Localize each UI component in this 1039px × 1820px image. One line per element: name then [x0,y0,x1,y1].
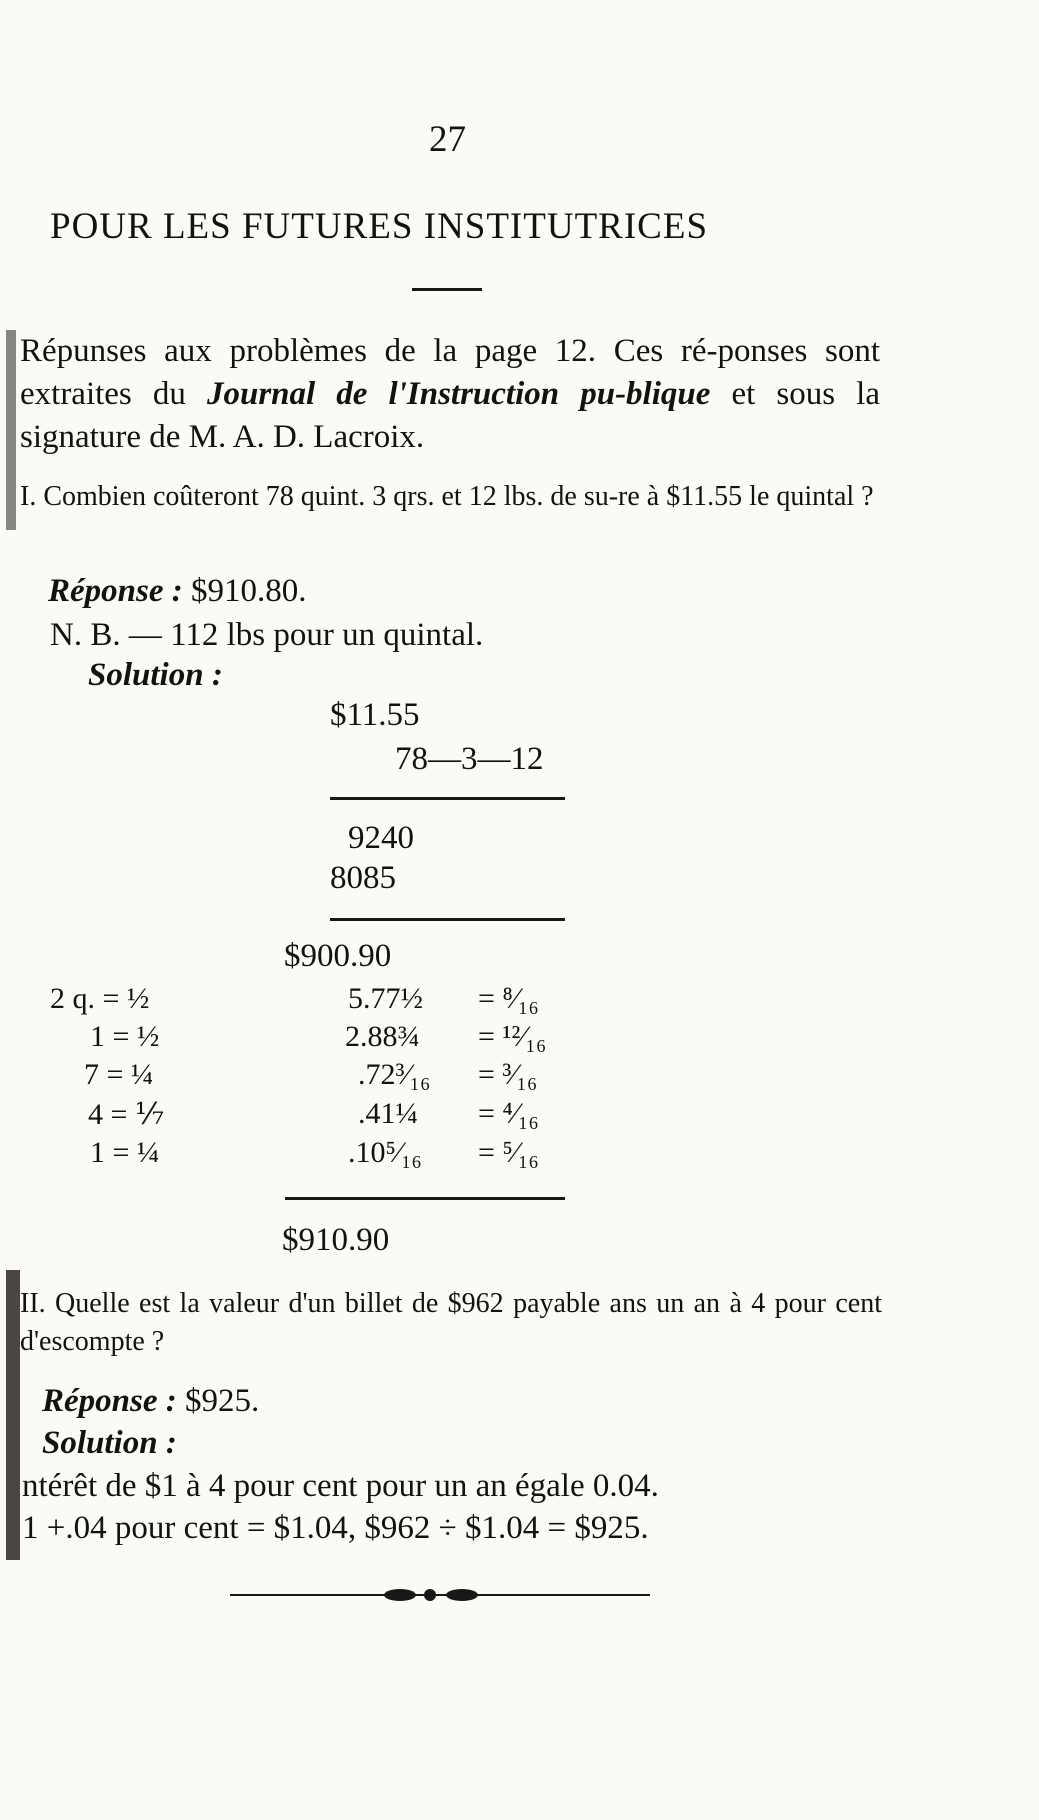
calc-left-row: 4 = ⅐ [88,1098,164,1131]
calc-rule [330,797,565,800]
calc-partial-2: 8085 [330,860,396,896]
problem-1-question: I. Combien coûteront 78 quint. 3 qrs. et 12 lbs. de su-re à $11.55 le quintal ? [20,481,874,512]
answer-value: $925. [185,1383,260,1419]
calc-rule [285,1197,565,1200]
calc-left-row: 1 = ½ [90,1020,160,1053]
problem-2-solution-line-2: 1 +.04 pour cent = $1.04, $962 ÷ $1.04 = $925. [22,1510,649,1546]
heading-rule [412,288,482,291]
calc-partial-1: 9240 [348,820,414,856]
calc-price: $11.55 [330,697,420,733]
answer-label: Réponse : [42,1383,177,1419]
calc-mid-row: .10⁵⁄₁₆ [348,1136,422,1169]
binding-edge-shadow [6,330,16,530]
calc-total: $910.90 [282,1222,390,1258]
problem-2-solution-label: Solution : [42,1425,177,1461]
binding-edge-shadow [6,1270,20,1560]
calc-right-row: = ⁵⁄₁₆ [478,1136,539,1169]
calc-left-row: 2 q. = ½ [50,982,150,1015]
calc-left-row: 1 = ¼ [90,1136,160,1169]
problem-2-solution-line-1: ntérêt de $1 à 4 pour cent pour un an égale 0.04. [22,1468,659,1504]
problem-2-question: II. Quelle est la valeur d'un billet de $962 payable ans un an à 4 pour cent d'escompte ? [20,1288,882,1357]
calc-subtotal: $900.90 [284,938,392,974]
calc-right-row: = ⁸⁄₁₆ [478,982,539,1015]
calc-rule [330,918,565,921]
problem-2-answer [42,1383,259,1420]
calc-mid-row: 2.88¾ [345,1020,420,1053]
calc-right-row: = ⁴⁄₁₆ [478,1097,539,1130]
intro-paragraph [20,330,880,459]
intro-text-end: et sous la signature de M. A. D. Lacroix. [20,376,880,455]
journal-title: Journal de l'Instruction pu-blique [206,376,711,412]
calc-mid-row: .72³⁄₁₆ [358,1058,431,1091]
problem-1-solution-label: Solution : [88,657,223,693]
page-number: 27 [429,119,466,160]
calc-mid-row: 5.77½ [348,982,423,1015]
calc-quantity: 78—3—12 [395,741,544,777]
ornament-divider [230,1580,650,1610]
intro-text: Répunses aux problèmes de la page 12. Ces ré-ponses sont extraites du [20,333,880,412]
calc-left-row: 7 = ¼ [84,1058,154,1091]
answer-value: $910.80. [191,573,307,609]
calc-right-row: = ³⁄₁₆ [478,1058,538,1091]
calc-mid-row: .41¼ [358,1097,418,1130]
problem-1-answer [48,573,307,610]
page-heading: POUR LES FUTURES INSTITUTRICES [50,206,709,247]
calc-right-row: = ¹²⁄₁₆ [478,1020,547,1053]
answer-label: Réponse : [48,573,183,609]
problem-1-note: N. B. — 112 lbs pour un quintal. [50,617,484,653]
